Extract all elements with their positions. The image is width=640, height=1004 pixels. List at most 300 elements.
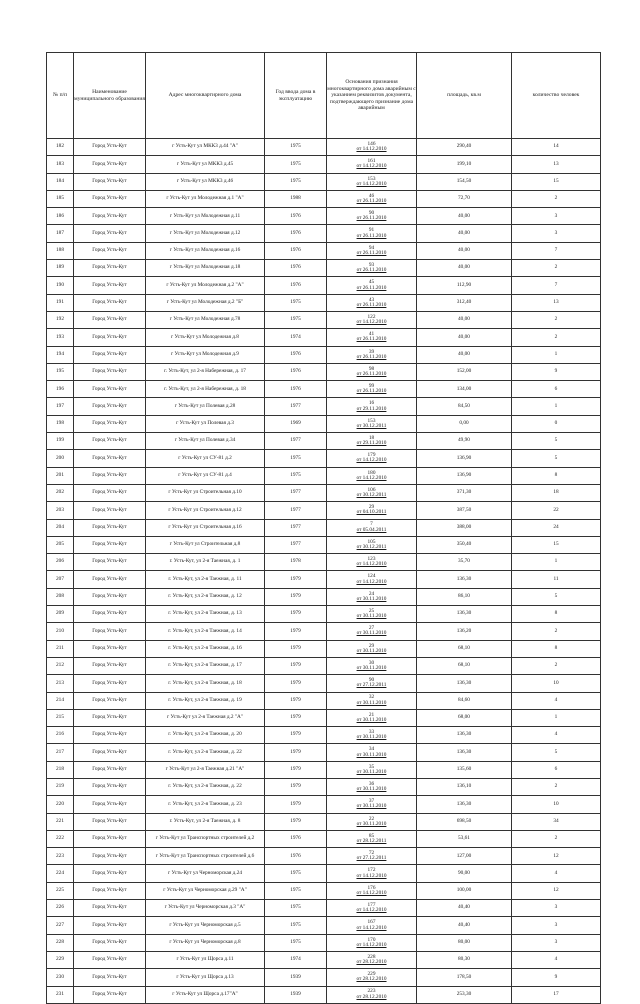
cell-people: 10 bbox=[512, 796, 601, 813]
basis-doc-number: 146 bbox=[367, 140, 376, 147]
table-row bbox=[47, 433, 601, 450]
cell-basis bbox=[327, 657, 417, 674]
cell-basis bbox=[327, 934, 417, 951]
cell-year: 1979 bbox=[265, 588, 327, 605]
cell-people: 5 bbox=[512, 744, 601, 761]
cell-basis bbox=[327, 744, 417, 761]
cell-people: 2 bbox=[512, 623, 601, 640]
cell-area: 68,10 bbox=[417, 657, 512, 674]
basis-doc-date: от 14.12.2010 bbox=[356, 578, 387, 585]
cell-basis bbox=[327, 484, 417, 501]
cell-basis bbox=[327, 554, 417, 571]
cell-basis bbox=[327, 900, 417, 917]
basis-doc-date: от 30.11.2010 bbox=[356, 665, 387, 672]
table-row bbox=[47, 294, 601, 311]
table-row bbox=[47, 848, 601, 865]
basis-doc-number: 106 bbox=[367, 486, 376, 493]
cell-people: 17 bbox=[512, 986, 601, 1003]
basis-doc-date: от 30.11.2010 bbox=[356, 820, 387, 827]
cell-num: 208 bbox=[47, 588, 74, 605]
table-row bbox=[47, 709, 601, 726]
cell-people: 0 bbox=[512, 415, 601, 432]
header-people: количество человек bbox=[512, 53, 601, 139]
cell-municipality: Город Усть-Кут bbox=[74, 173, 146, 190]
cell-num: 193 bbox=[47, 329, 74, 346]
cell-area: 0,00 bbox=[417, 415, 512, 432]
basis-doc-date: от 26.11.2010 bbox=[356, 284, 387, 291]
cell-basis bbox=[327, 277, 417, 294]
cell-municipality: Город Усть-Кут bbox=[74, 484, 146, 501]
basis-doc-date: от 30.11.2010 bbox=[356, 613, 387, 620]
cell-municipality: Город Усть-Кут bbox=[74, 190, 146, 207]
table-row bbox=[47, 363, 601, 380]
cell-municipality: Город Усть-Кут bbox=[74, 848, 146, 865]
cell-address: г Усть-Кут ул Молодежная д.1 "А" bbox=[146, 190, 265, 207]
cell-year: 1975 bbox=[265, 156, 327, 173]
cell-area: 136,30 bbox=[417, 571, 512, 588]
cell-basis bbox=[327, 606, 417, 623]
basis-doc-number: 177 bbox=[367, 902, 376, 908]
basis-doc-number: 167 bbox=[367, 919, 376, 926]
cell-people: 3 bbox=[512, 208, 601, 225]
cell-num: 187 bbox=[47, 225, 74, 242]
cell-basis bbox=[327, 727, 417, 744]
cell-area: 40,00 bbox=[417, 346, 512, 363]
cell-num: 196 bbox=[47, 381, 74, 398]
basis-doc-date: от 14.12.2010 bbox=[356, 872, 387, 879]
document-page bbox=[46, 52, 600, 1004]
cell-municipality: Город Усть-Кут bbox=[74, 381, 146, 398]
cell-year: 1979 bbox=[265, 796, 327, 813]
cell-address: г Усть-Кут ул Молодежная д.18 bbox=[146, 260, 265, 277]
emergency-housing-table bbox=[46, 52, 601, 1004]
cell-area: 136,30 bbox=[417, 727, 512, 744]
table-row bbox=[47, 329, 601, 346]
basis-doc-date: от 30.11.2010 bbox=[356, 803, 387, 810]
basis-doc-number: 22 bbox=[368, 815, 375, 822]
cell-people: 2 bbox=[512, 778, 601, 795]
cell-people: 8 bbox=[512, 467, 601, 484]
cell-people: 1 bbox=[512, 709, 601, 726]
cell-year: 1975 bbox=[265, 139, 327, 156]
cell-area: 136,10 bbox=[417, 778, 512, 795]
cell-municipality: Город Усть-Кут bbox=[74, 139, 146, 156]
cell-basis bbox=[327, 208, 417, 225]
cell-area: 80,30 bbox=[417, 951, 512, 968]
cell-people: 2 bbox=[512, 657, 601, 674]
cell-year: 1977 bbox=[265, 519, 327, 536]
cell-area: 40,00 bbox=[417, 225, 512, 242]
cell-year: 1976 bbox=[265, 830, 327, 847]
table-row bbox=[47, 208, 601, 225]
cell-year: 1979 bbox=[265, 657, 327, 674]
cell-num: 189 bbox=[47, 260, 74, 277]
cell-num: 191 bbox=[47, 294, 74, 311]
basis-doc-date: от 14.12.2010 bbox=[356, 180, 387, 187]
cell-area: 40,00 bbox=[417, 311, 512, 328]
cell-num: 210 bbox=[47, 623, 74, 640]
cell-year: 1979 bbox=[265, 571, 327, 588]
basis-doc-date: от 26.11.2010 bbox=[356, 336, 387, 343]
cell-address: г Усть-Кут ул СУ-81 д.4 bbox=[146, 467, 265, 484]
cell-basis bbox=[327, 294, 417, 311]
cell-area: 136,30 bbox=[417, 606, 512, 623]
cell-people: 13 bbox=[512, 294, 601, 311]
cell-address: г Усть-Кут ул Щорса д.17"А" bbox=[146, 986, 265, 1003]
basis-doc-date: от 30.12.2011 bbox=[356, 543, 387, 550]
cell-municipality: Город Усть-Кут bbox=[74, 260, 146, 277]
cell-num: 195 bbox=[47, 363, 74, 380]
cell-num: 224 bbox=[47, 865, 74, 882]
cell-num: 186 bbox=[47, 208, 74, 225]
basis-doc-number: 30 bbox=[368, 659, 375, 666]
basis-doc-number: 99 bbox=[368, 383, 375, 390]
cell-municipality: Город Усть-Кут bbox=[74, 709, 146, 726]
basis-doc-number: 229 bbox=[367, 971, 376, 978]
cell-num: 219 bbox=[47, 778, 74, 795]
table-row bbox=[47, 623, 601, 640]
basis-doc-number: 153 bbox=[367, 417, 376, 424]
cell-people: 4 bbox=[512, 692, 601, 709]
cell-address: г Усть-Кут ул Молодежная д.8 bbox=[146, 329, 265, 346]
cell-basis bbox=[327, 536, 417, 553]
cell-basis bbox=[327, 969, 417, 986]
cell-address: г. Усть-Кут, ул 2-я Набережная, д. 18 bbox=[146, 381, 265, 398]
cell-municipality: Город Усть-Кут bbox=[74, 536, 146, 553]
cell-num: 205 bbox=[47, 536, 74, 553]
table-row bbox=[47, 865, 601, 882]
cell-basis bbox=[327, 675, 417, 692]
table-row bbox=[47, 657, 601, 674]
cell-basis bbox=[327, 588, 417, 605]
cell-people: 3 bbox=[512, 900, 601, 917]
basis-doc-date: от 30.11.2010 bbox=[356, 751, 387, 758]
cell-year: 1977 bbox=[265, 433, 327, 450]
cell-num: 227 bbox=[47, 917, 74, 934]
cell-basis bbox=[327, 260, 417, 277]
cell-municipality: Город Усть-Кут bbox=[74, 450, 146, 467]
cell-basis bbox=[327, 139, 417, 156]
table-body bbox=[47, 139, 601, 1004]
cell-municipality: Город Усть-Кут bbox=[74, 830, 146, 847]
basis-doc-date: от 26.11.2010 bbox=[356, 198, 387, 205]
basis-doc-number: 98 bbox=[368, 365, 375, 372]
cell-municipality: Город Усть-Кут bbox=[74, 796, 146, 813]
cell-area: 152,00 bbox=[417, 363, 512, 380]
cell-year: 1976 bbox=[265, 277, 327, 294]
cell-num: 231 bbox=[47, 986, 74, 1003]
cell-num: 198 bbox=[47, 415, 74, 432]
cell-basis bbox=[327, 865, 417, 882]
basis-doc-number: 46 bbox=[368, 192, 375, 199]
cell-year: 1979 bbox=[265, 692, 327, 709]
cell-num: 184 bbox=[47, 173, 74, 190]
cell-num: 212 bbox=[47, 657, 74, 674]
cell-municipality: Город Усть-Кут bbox=[74, 969, 146, 986]
basis-doc-number: 153 bbox=[367, 175, 376, 182]
cell-area: 134,00 bbox=[417, 381, 512, 398]
table-row bbox=[47, 277, 601, 294]
cell-basis bbox=[327, 778, 417, 795]
basis-doc-date: от 04.10.2011 bbox=[356, 509, 387, 516]
basis-doc-number: 34 bbox=[368, 746, 375, 753]
cell-area: 40,00 bbox=[417, 329, 512, 346]
cell-basis bbox=[327, 381, 417, 398]
cell-area: 35,70 bbox=[417, 554, 512, 571]
cell-people: 2 bbox=[512, 260, 601, 277]
cell-municipality: Город Усть-Кут bbox=[74, 467, 146, 484]
cell-year: 1975 bbox=[265, 917, 327, 934]
cell-people: 5 bbox=[512, 588, 601, 605]
cell-address: г Усть-Кут ул Молодежная д.9 bbox=[146, 346, 265, 363]
cell-year: 1977 bbox=[265, 502, 327, 519]
basis-doc-date: от 26.11.2010 bbox=[356, 232, 387, 239]
basis-doc-date: от 27.12.2011 bbox=[356, 682, 387, 689]
cell-year: 1979 bbox=[265, 606, 327, 623]
table-row bbox=[47, 917, 601, 934]
cell-num: 190 bbox=[47, 277, 74, 294]
basis-doc-date: от 28.12.2010 bbox=[356, 976, 387, 983]
basis-doc-number: 122 bbox=[367, 313, 376, 320]
table-row bbox=[47, 951, 601, 968]
cell-people: 12 bbox=[512, 848, 601, 865]
cell-address: г. Усть-Кут, ул 2-я Таежная, д. 8 bbox=[146, 813, 265, 830]
basis-doc-number: 228 bbox=[367, 953, 376, 960]
basis-doc-number: 105 bbox=[367, 538, 376, 545]
table-row bbox=[47, 190, 601, 207]
cell-num: 230 bbox=[47, 969, 74, 986]
cell-basis bbox=[327, 467, 417, 484]
cell-municipality: Город Усть-Кут bbox=[74, 986, 146, 1003]
table-row bbox=[47, 502, 601, 519]
cell-address: г Усть-Кут ул Строительная д.12 bbox=[146, 502, 265, 519]
table-row bbox=[47, 554, 601, 571]
cell-basis bbox=[327, 242, 417, 259]
basis-doc-number: 180 bbox=[367, 469, 376, 476]
cell-municipality: Город Усть-Кут bbox=[74, 311, 146, 328]
basis-doc-number: 41 bbox=[368, 331, 375, 338]
table-row bbox=[47, 900, 601, 917]
cell-year: 1979 bbox=[265, 640, 327, 657]
cell-area: 40,40 bbox=[417, 917, 512, 934]
cell-area: 136,30 bbox=[417, 744, 512, 761]
basis-doc-date: от 14.12.2010 bbox=[356, 163, 387, 170]
cell-num: 222 bbox=[47, 830, 74, 847]
basis-doc-number: 29 bbox=[368, 504, 375, 511]
cell-basis bbox=[327, 951, 417, 968]
basis-doc-number: 172 bbox=[367, 867, 376, 874]
cell-municipality: Город Усть-Кут bbox=[74, 675, 146, 692]
cell-address: г Усть-Кут ул Транспортных строителей д.2 bbox=[146, 830, 265, 847]
cell-address: г Усть-Кут ул МКК3 д.46 bbox=[146, 173, 265, 190]
table-row bbox=[47, 778, 601, 795]
cell-municipality: Город Усть-Кут bbox=[74, 917, 146, 934]
cell-year: 1979 bbox=[265, 623, 327, 640]
cell-num: 216 bbox=[47, 727, 74, 744]
cell-year: 1975 bbox=[265, 865, 327, 882]
cell-address: г Усть-Кут ул 2-я Таежная д.21 "А" bbox=[146, 761, 265, 778]
cell-address: г Усть-Кут ул Щорса д.11 bbox=[146, 951, 265, 968]
cell-people: 1 bbox=[512, 554, 601, 571]
cell-num: 211 bbox=[47, 640, 74, 657]
table-row bbox=[47, 813, 601, 830]
header-year: Год ввода дома в эксплуатацию bbox=[265, 53, 327, 139]
table-row bbox=[47, 242, 601, 259]
cell-num: 204 bbox=[47, 519, 74, 536]
table-row bbox=[47, 692, 601, 709]
basis-doc-number: 16 bbox=[368, 400, 375, 407]
cell-basis bbox=[327, 363, 417, 380]
basis-doc-date: от 30.12.2011 bbox=[356, 492, 387, 499]
cell-year: 1979 bbox=[265, 761, 327, 778]
cell-area: 136,90 bbox=[417, 467, 512, 484]
cell-num: 201 bbox=[47, 467, 74, 484]
basis-doc-date: от 28.12.2010 bbox=[356, 993, 387, 1000]
cell-num: 215 bbox=[47, 709, 74, 726]
cell-people: 1 bbox=[512, 398, 601, 415]
cell-people: 3 bbox=[512, 934, 601, 951]
cell-municipality: Город Усть-Кут bbox=[74, 346, 146, 363]
basis-doc-date: от 14.12.2010 bbox=[356, 146, 387, 153]
cell-year: 1976 bbox=[265, 260, 327, 277]
cell-municipality: Город Усть-Кут bbox=[74, 242, 146, 259]
cell-basis bbox=[327, 415, 417, 432]
cell-basis bbox=[327, 398, 417, 415]
cell-basis bbox=[327, 450, 417, 467]
cell-area: 136,30 bbox=[417, 675, 512, 692]
basis-doc-number: 29 bbox=[368, 642, 375, 649]
cell-municipality: Город Усть-Кут bbox=[74, 415, 146, 432]
table-row bbox=[47, 606, 601, 623]
cell-people: 4 bbox=[512, 865, 601, 882]
cell-people: 2 bbox=[512, 329, 601, 346]
cell-people: 15 bbox=[512, 536, 601, 553]
basis-doc-date: от 30.12.2011 bbox=[356, 422, 387, 429]
cell-people: 7 bbox=[512, 242, 601, 259]
cell-address: г. Усть-Кут, ул 2-я Таежная, д. 20 bbox=[146, 727, 265, 744]
cell-area: 199,10 bbox=[417, 156, 512, 173]
cell-year: 1975 bbox=[265, 882, 327, 899]
cell-municipality: Город Усть-Кут bbox=[74, 225, 146, 242]
cell-basis bbox=[327, 830, 417, 847]
table-row bbox=[47, 450, 601, 467]
basis-doc-date: от 05.04.2011 bbox=[356, 526, 387, 533]
cell-year: 1975 bbox=[265, 294, 327, 311]
table-row bbox=[47, 640, 601, 657]
cell-address: г Усть-Кут ул Строительная д.10 bbox=[146, 484, 265, 501]
basis-doc-date: от 29.11.2010 bbox=[356, 405, 387, 412]
table-row bbox=[47, 830, 601, 847]
cell-municipality: Город Усть-Кут bbox=[74, 294, 146, 311]
cell-basis bbox=[327, 848, 417, 865]
cell-basis bbox=[327, 986, 417, 1003]
cell-year: 1975 bbox=[265, 173, 327, 190]
cell-address: г. Усть-Кут, ул 2-я Таежная, д. 14 bbox=[146, 623, 265, 640]
cell-address: г. Усть-Кут, ул 2-я Таежная, д. 12 bbox=[146, 588, 265, 605]
cell-area: 90,00 bbox=[417, 865, 512, 882]
cell-people: 6 bbox=[512, 381, 601, 398]
cell-num: 200 bbox=[47, 450, 74, 467]
cell-year: 1976 bbox=[265, 242, 327, 259]
cell-address: г Усть-Кут ул МКК3 д.45 bbox=[146, 156, 265, 173]
cell-num: 226 bbox=[47, 900, 74, 917]
cell-area: 100,00 bbox=[417, 882, 512, 899]
cell-area: 312,40 bbox=[417, 294, 512, 311]
cell-year: 1988 bbox=[265, 190, 327, 207]
cell-municipality: Город Усть-Кут bbox=[74, 865, 146, 882]
cell-people: 5 bbox=[512, 433, 601, 450]
cell-people: 14 bbox=[512, 139, 601, 156]
cell-area: 178,50 bbox=[417, 969, 512, 986]
cell-year: 1976 bbox=[265, 381, 327, 398]
cell-people: 4 bbox=[512, 727, 601, 744]
cell-num: 188 bbox=[47, 242, 74, 259]
cell-basis bbox=[327, 502, 417, 519]
basis-doc-number: 85 bbox=[368, 832, 375, 839]
cell-area: 290,40 bbox=[417, 139, 512, 156]
cell-people: 8 bbox=[512, 640, 601, 657]
cell-address: г Усть-Кут ул Строительная д.16 bbox=[146, 519, 265, 536]
basis-doc-date: от 30.11.2010 bbox=[356, 595, 387, 602]
cell-people: 9 bbox=[512, 363, 601, 380]
cell-municipality: Город Усть-Кут bbox=[74, 744, 146, 761]
table-row bbox=[47, 571, 601, 588]
cell-people: 13 bbox=[512, 156, 601, 173]
cell-municipality: Город Усть-Кут bbox=[74, 277, 146, 294]
cell-area: 350,40 bbox=[417, 536, 512, 553]
cell-year: 1977 bbox=[265, 484, 327, 501]
cell-year: 1977 bbox=[265, 398, 327, 415]
basis-doc-number: 33 bbox=[368, 729, 375, 736]
cell-num: 218 bbox=[47, 761, 74, 778]
cell-municipality: Город Усть-Кут bbox=[74, 363, 146, 380]
basis-doc-date: от 14.12.2010 bbox=[356, 561, 387, 568]
cell-address: г Усть-Кут ул Молодежная д.16 bbox=[146, 242, 265, 259]
basis-doc-number: 94 bbox=[368, 244, 375, 251]
cell-area: 136,90 bbox=[417, 450, 512, 467]
cell-year: 1975 bbox=[265, 467, 327, 484]
cell-municipality: Город Усть-Кут bbox=[74, 934, 146, 951]
cell-year: 1979 bbox=[265, 813, 327, 830]
table-row bbox=[47, 727, 601, 744]
table-row bbox=[47, 260, 601, 277]
cell-address: г Усть-Кут ул Черноморская д.8 bbox=[146, 934, 265, 951]
table-row bbox=[47, 882, 601, 899]
basis-doc-number: 72 bbox=[368, 850, 375, 857]
cell-area: 86,10 bbox=[417, 588, 512, 605]
basis-doc-date: от 14.12.2010 bbox=[356, 319, 387, 326]
cell-municipality: Город Усть-Кут bbox=[74, 502, 146, 519]
basis-doc-date: от 30.11.2010 bbox=[356, 716, 387, 723]
cell-people: 18 bbox=[512, 484, 601, 501]
cell-basis bbox=[327, 882, 417, 899]
cell-basis bbox=[327, 623, 417, 640]
cell-people: 4 bbox=[512, 951, 601, 968]
basis-doc-number: 93 bbox=[368, 262, 375, 269]
basis-doc-number: 25 bbox=[368, 607, 375, 614]
cell-num: 192 bbox=[47, 311, 74, 328]
cell-area: 112,90 bbox=[417, 277, 512, 294]
header-basis: Основания признания многоквартирного дома аварийным с указанием реквизитов документа, подтверждающего признание дома аварийным bbox=[327, 53, 417, 139]
cell-year: 1974 bbox=[265, 951, 327, 968]
table-row bbox=[47, 934, 601, 951]
cell-people: 11 bbox=[512, 571, 601, 588]
table-row bbox=[47, 415, 601, 432]
cell-area: 136,30 bbox=[417, 796, 512, 813]
cell-municipality: Город Усть-Кут bbox=[74, 761, 146, 778]
cell-num: 206 bbox=[47, 554, 74, 571]
cell-people: 2 bbox=[512, 830, 601, 847]
